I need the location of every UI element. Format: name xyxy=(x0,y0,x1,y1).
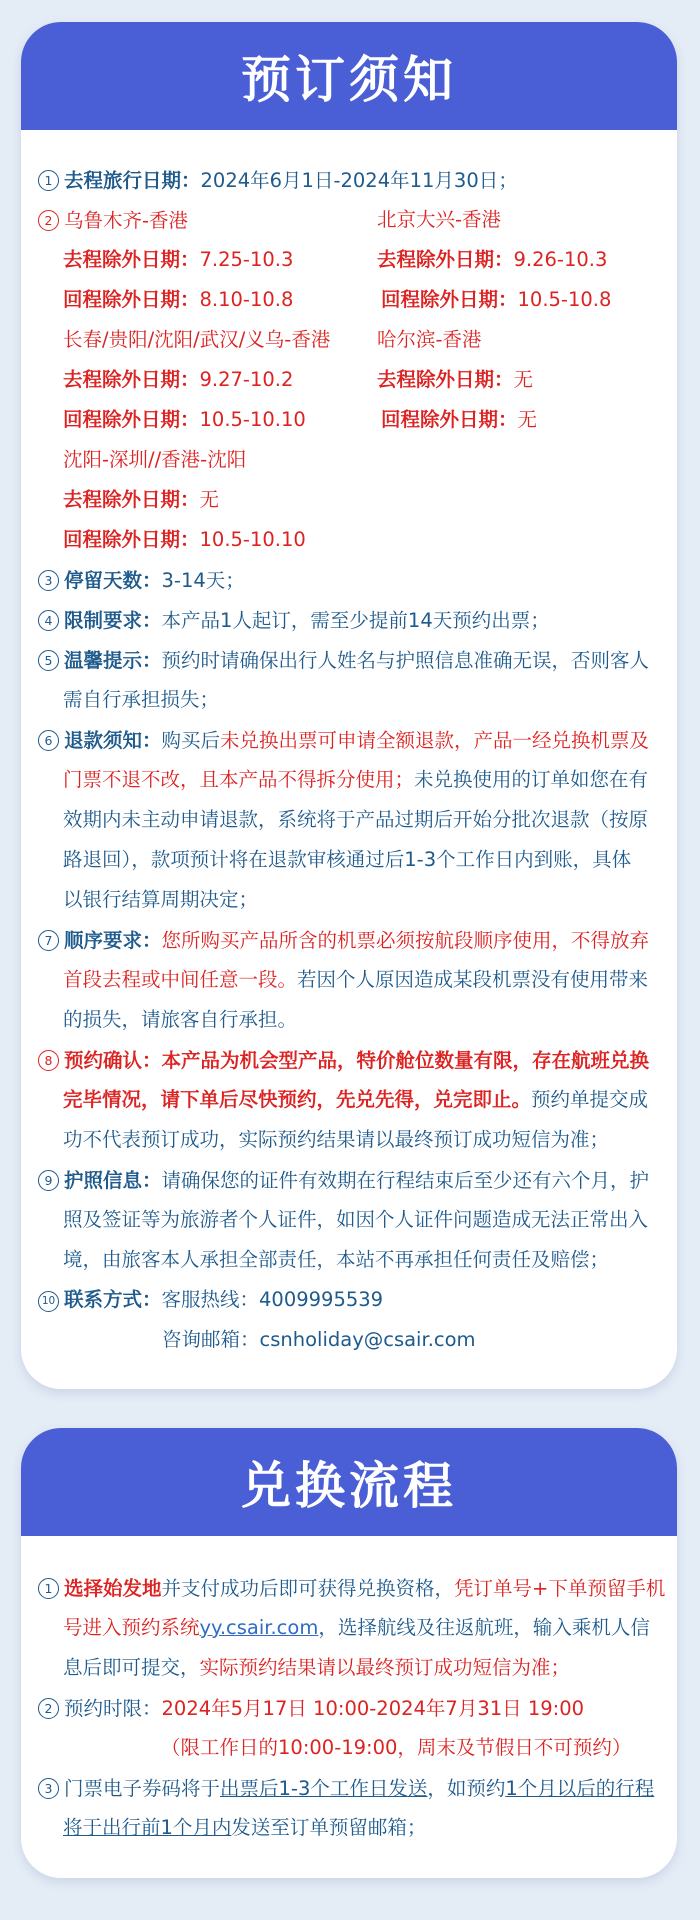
step3-line-2u: 将于出行前1个月内 xyxy=(63,1816,232,1839)
outbound-exclusion-value: 9.27-10.2 xyxy=(199,368,294,391)
exchange-step-1 xyxy=(38,1578,665,1599)
return-exclusion-label: 回程除外日期： xyxy=(381,408,518,431)
exchange-process-header xyxy=(21,1428,677,1536)
refund-line-2 xyxy=(63,770,648,790)
step3-line-1u1: 出票后1-3个工作日发送 xyxy=(220,1777,428,1800)
confirm-line-3: 功不代表预订成功，实际预约结果请以最终预订成功短信为准； xyxy=(63,1128,610,1151)
notice-item-6 xyxy=(38,730,649,751)
exchange-process-card xyxy=(21,1428,677,1878)
exchange-step-3 xyxy=(38,1778,654,1799)
route-3-outbound xyxy=(63,370,293,390)
booking-notice-title: 预订须知 xyxy=(241,51,457,109)
return-exclusion-value: 10.5-10.10 xyxy=(199,528,306,551)
step1-line-3a: 息后即可提交， xyxy=(63,1656,200,1679)
notice-item-1 xyxy=(38,170,518,191)
notice-item-4 xyxy=(38,610,550,631)
booking-window-label: 预约时限： xyxy=(64,1697,162,1720)
notice-item-10 xyxy=(38,1290,383,1312)
refund-line-2b: 未兑换使用的订单如您在有 xyxy=(414,768,649,791)
outbound-exclusion-value: 无 xyxy=(513,368,534,391)
circled-number-8: 8 xyxy=(38,1050,59,1071)
refund-line-2a: 门票不退不改，且本产品不得拆分使用； xyxy=(63,768,415,791)
route-1-return xyxy=(63,290,293,310)
contact-hotline[interactable]: 客服热线：4009995539 xyxy=(161,1288,384,1311)
circled-number-2: 2 xyxy=(38,210,59,231)
tips-line-1: 预约时请确保出行人姓名与护照信息准确无误，否则客人 xyxy=(161,649,650,672)
outbound-exclusion-label: 去程除外日期： xyxy=(63,248,200,271)
step3-line-2 xyxy=(63,1818,426,1838)
order-line-1: 您所购买产品所含的机票必须按航段顺序使用，不得放弃 xyxy=(161,929,650,952)
step3-line-1a: 门票电子券码将于 xyxy=(64,1777,221,1800)
exchange-step-2 xyxy=(38,1698,584,1719)
step1-line-2 xyxy=(63,1618,650,1638)
outbound-exclusion-value: 9.26-10.3 xyxy=(513,248,608,271)
confirm-line-1: 本产品为机会型产品，特价舱位数量有限，存在航班兑换 xyxy=(161,1049,650,1072)
step3-line-2b: 发送至订单预留邮箱； xyxy=(231,1816,427,1839)
return-exclusion-value: 10.5-10.8 xyxy=(517,288,612,311)
step1-line-1c: 凭订单号+下单预留手机 xyxy=(454,1577,666,1600)
return-exclusion-label: 回程除外日期： xyxy=(381,288,518,311)
notice-item-9 xyxy=(38,1170,649,1191)
step1-line-1b: 并支付成功后即可获得兑换资格， xyxy=(161,1577,455,1600)
contact-email[interactable]: 咨询邮箱：csnholiday@csair.com xyxy=(162,1328,476,1351)
contact-label: 联系方式： xyxy=(64,1288,162,1311)
notice-item-7 xyxy=(38,930,649,951)
booking-window-value: 2024年5月17日 10:00-2024年7月31日 19:00 xyxy=(161,1697,585,1720)
select-origin-text: 选择始发地 xyxy=(64,1577,162,1600)
restriction-label: 限制要求： xyxy=(64,609,162,632)
refund-line-5: 以银行结算周期决定； xyxy=(63,888,259,911)
outbound-exclusion-label: 去程除外日期： xyxy=(63,368,200,391)
refund-line-1b: 未兑换出票可申请全额退款，产品一经兑换机票及 xyxy=(220,729,650,752)
stay-days-label: 停留天数： xyxy=(64,569,162,592)
route-5-return xyxy=(63,530,306,550)
confirm-line-2b: 预约单提交成 xyxy=(531,1088,649,1111)
tips-label: 温馨提示： xyxy=(64,649,162,672)
outbound-exclusion-value: 7.25-10.3 xyxy=(199,248,294,271)
notice-item-2 xyxy=(38,210,188,231)
travel-date-value: 2024年6月1日-2024年11月30日； xyxy=(200,169,518,192)
step3-line-1b: ，如预约 xyxy=(427,1777,506,1800)
confirm-line-2a: 完毕情况，请下单后尽快预约，先兑先得，兑完即止。 xyxy=(63,1088,532,1111)
refund-label: 退款须知： xyxy=(64,729,162,752)
outbound-exclusion-value: 无 xyxy=(199,488,220,511)
circled-number-6: 6 xyxy=(38,730,59,751)
refund-line-4: 路退回），款项预计将在退款审核通过后1-3个工作日内到账，具体 xyxy=(63,848,632,871)
return-exclusion-value: 10.5-10.10 xyxy=(199,408,306,431)
return-exclusion-value: 无 xyxy=(517,408,538,431)
route-5-outbound xyxy=(63,490,219,510)
route-4-return xyxy=(381,410,537,430)
travel-date-label: 去程旅行日期： xyxy=(64,169,201,192)
circled-number-7: 7 xyxy=(38,930,59,951)
circled-number-2: 2 xyxy=(38,1698,59,1719)
order-line-3: 的损失，请旅客自行承担。 xyxy=(63,1008,298,1031)
circled-number-5: 5 xyxy=(38,650,59,671)
passport-line-2: 照及签证等为旅游者个人证件，如因个人证件问题造成无法正常出入 xyxy=(63,1208,649,1231)
circled-number-3: 3 xyxy=(38,1778,59,1799)
return-exclusion-label: 回程除外日期： xyxy=(63,288,200,311)
outbound-exclusion-label: 去程除外日期： xyxy=(63,488,200,511)
outbound-exclusion-label: 去程除外日期： xyxy=(377,368,514,391)
return-exclusion-label: 回程除外日期： xyxy=(63,528,200,551)
return-exclusion-value: 8.10-10.8 xyxy=(199,288,294,311)
order-line-2 xyxy=(63,970,648,990)
route-4-outbound xyxy=(377,370,533,390)
notice-item-3 xyxy=(38,570,245,591)
route-harbin-hk: 哈尔滨-香港 xyxy=(377,328,482,351)
circled-number-4: 4 xyxy=(38,610,59,631)
confirm-label: 预约确认： xyxy=(64,1049,162,1072)
step3-line-1u2: 1个月以后的行程 xyxy=(505,1777,655,1800)
tips-line-2: 需自行承担损失； xyxy=(63,688,220,711)
circled-number-9: 9 xyxy=(38,1170,59,1191)
passport-line-3: 境，由旅客本人承担全部责任，本站不再承担任何责任及赔偿； xyxy=(63,1248,610,1271)
circled-number-3: 3 xyxy=(38,570,59,591)
route-1-outbound xyxy=(63,250,293,270)
step1-line-3 xyxy=(63,1658,570,1678)
outbound-exclusion-label: 去程除外日期： xyxy=(377,248,514,271)
booking-system-link[interactable]: yy.csair.com xyxy=(199,1616,319,1639)
route-urumqi-hk: 乌鲁木齐-香港 xyxy=(64,209,189,232)
route-daxing-hk: 北京大兴-香港 xyxy=(377,208,502,231)
circled-number-1: 1 xyxy=(38,170,59,191)
order-line-2a: 首段去程或中间任意一段。 xyxy=(63,968,298,991)
step1-line-2a: 号进入预约系统 xyxy=(63,1616,200,1639)
exchange-process-title: 兑换流程 xyxy=(241,1457,457,1515)
passport-label: 护照信息： xyxy=(64,1169,162,1192)
refund-line-3: 效期内未主动申请退款，系统将于产品过期后开始分批次退款（按原 xyxy=(63,808,649,831)
step1-line-2b: ，选择航线及往返航班，输入乘机人信 xyxy=(318,1616,650,1639)
booking-notice-header xyxy=(21,22,677,130)
booking-window-note: （限工作日的10:00-19:00，周末及节假日不可预约） xyxy=(161,1736,632,1759)
route-2-return xyxy=(381,290,611,310)
circled-number-10: 10 xyxy=(38,1291,59,1312)
notice-item-5 xyxy=(38,650,649,671)
confirm-line-2 xyxy=(63,1090,648,1110)
route-3-return xyxy=(63,410,306,430)
route-changchun-etc-hk: 长春/贵阳/沈阳/武汉/义乌-香港 xyxy=(63,328,331,351)
passport-line-1: 请确保您的证件有效期在行程结束后至少还有六个月，护 xyxy=(161,1169,650,1192)
return-exclusion-label: 回程除外日期： xyxy=(63,408,200,431)
restriction-value: 本产品1人起订，需至少提前14天预约出票； xyxy=(161,609,550,632)
refund-line-1a: 购买后 xyxy=(161,729,221,752)
route-shenyang-shenzhen-hk: 沈阳-深圳//香港-沈阳 xyxy=(63,448,247,471)
order-label: 顺序要求： xyxy=(64,929,162,952)
notice-item-8 xyxy=(38,1050,649,1071)
order-line-2b: 若因个人原因造成某段机票没有使用带来 xyxy=(297,968,649,991)
booking-notice-card xyxy=(21,22,677,1389)
step1-line-3b: 实际预约结果请以最终预订成功短信为准； xyxy=(199,1656,571,1679)
circled-number-1: 1 xyxy=(38,1578,59,1599)
route-2-outbound xyxy=(377,250,607,270)
stay-days-value: 3-14天； xyxy=(161,569,245,592)
